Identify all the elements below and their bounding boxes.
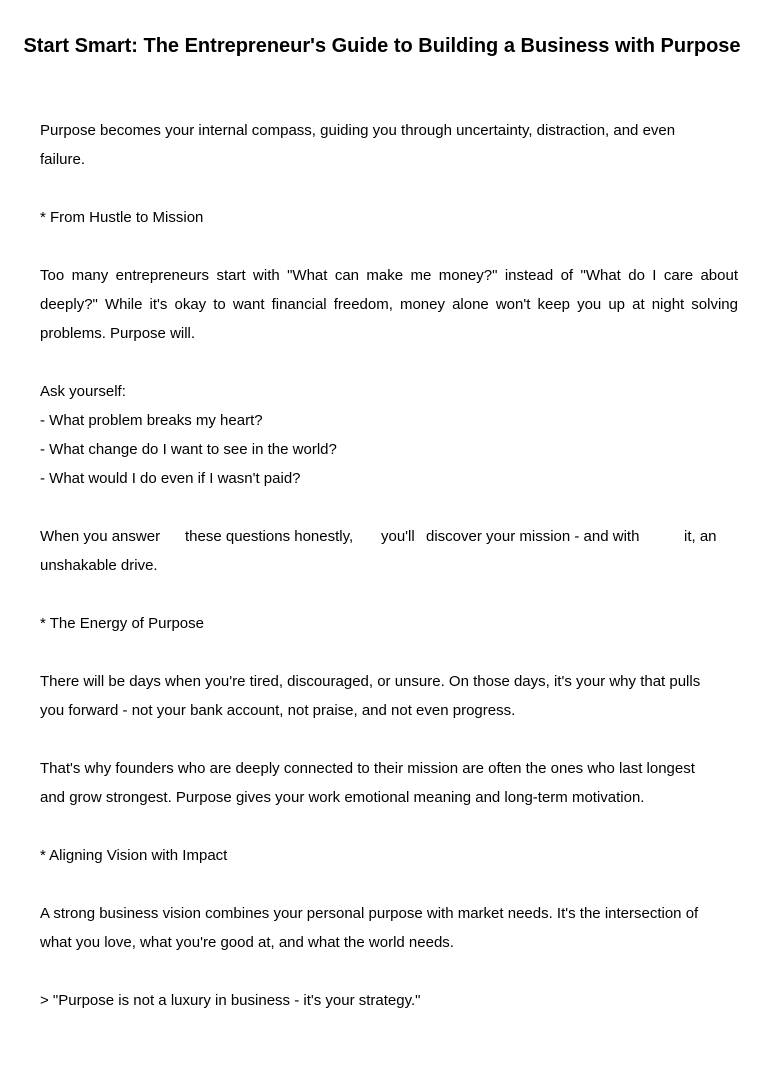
paragraph-founders: That's why founders who are deeply connected to their mission are often the ones who last longest and grow strongest. Purpose gives your work emotional meaning and long-term motivation. bbox=[40, 760, 695, 806]
paragraph-vision: A strong business vision combines your personal purpose with market needs. It's the intersection of what you love, what you're good at, and what the world needs. bbox=[40, 905, 699, 951]
heading-aligning-vision: * Aligning Vision with Impact bbox=[40, 847, 228, 864]
text-run: discover your mission - and with bbox=[426, 528, 640, 545]
list-item: - What change do I want to see in the world? bbox=[40, 441, 337, 458]
ask-intro: Ask yourself: bbox=[40, 383, 126, 400]
document-title: Start Smart: The Entrepreneur's Guide to Building a Business with Purpose bbox=[23, 35, 741, 57]
text-run: unshakable drive. bbox=[40, 557, 158, 574]
paragraph-answer bbox=[40, 522, 718, 580]
list-item: - What problem breaks my heart? bbox=[40, 412, 263, 429]
text-run: When you answer bbox=[40, 528, 161, 545]
quote: > "Purpose is not a luxury in business - it's your strategy." bbox=[40, 992, 421, 1009]
ask-yourself-list bbox=[40, 377, 718, 493]
paragraph-money: Too many entrepreneurs start with "What can make me money?" instead of "What do I care about deeply?" While it's okay to want financial freedom, money alone won't keep you up at night solving problems. Purpose will. bbox=[40, 267, 738, 342]
text-run: these questions honestly, bbox=[185, 528, 354, 545]
heading-hustle-to-mission: * From Hustle to Mission bbox=[40, 209, 204, 226]
text-run: you'll bbox=[381, 528, 415, 545]
paragraph-tired-days: There will be days when you're tired, discouraged, or unsure. On those days, it's your why that pulls you forward - not your bank account, not praise, and not even progress. bbox=[40, 673, 701, 719]
list-item: - What would I do even if I wasn't paid? bbox=[40, 470, 301, 487]
heading-energy-of-purpose: * The Energy of Purpose bbox=[40, 615, 204, 632]
text-run: it, an bbox=[684, 528, 717, 545]
paragraph-compass: Purpose becomes your internal compass, guiding you through uncertainty, distraction, and even failure. bbox=[40, 122, 676, 168]
document-body bbox=[40, 116, 738, 1044]
